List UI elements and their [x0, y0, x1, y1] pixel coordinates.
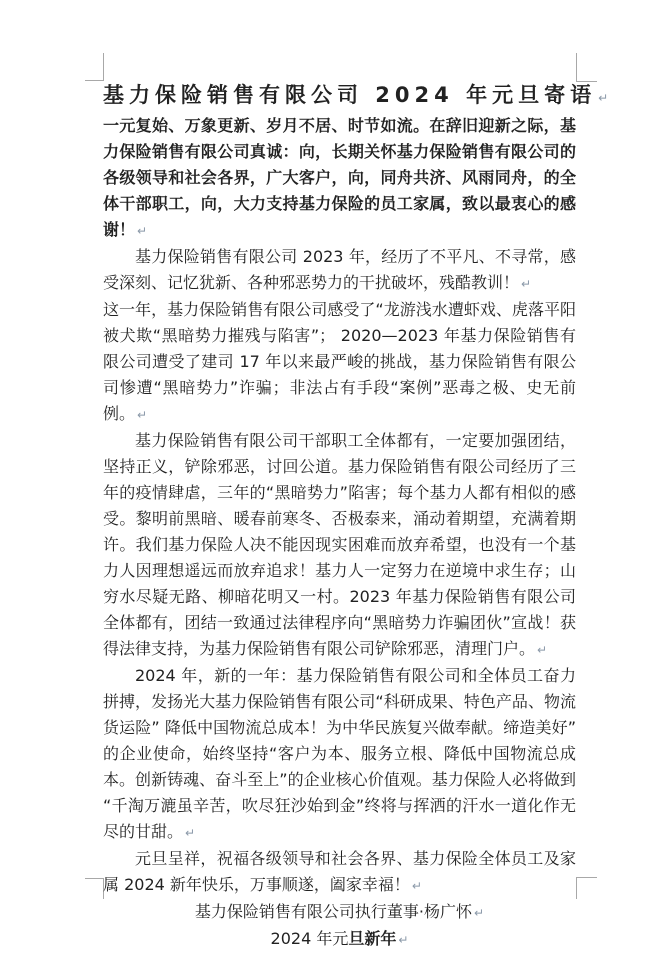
paragraph-staff-unity — [103, 428, 576, 663]
margin-crop-mark-bottom-left — [85, 878, 104, 899]
return-mark-icon: ↵ — [185, 826, 196, 840]
margin-crop-mark-bottom-right — [576, 877, 597, 899]
return-mark-icon: ↵ — [598, 91, 609, 105]
paragraph-text: 一元复始、万象更新、岁月不居、时节如流。在辞旧迎新之际，基力保险销售有限公司真诚：向，长期关怀基力保险销售有限公司的各级领导和社会各界，广大客户，向，同舟共济、风雨同舟，的全体干部职工，向，大力支持基力保险的员工家属，致以最衷心的感谢！ — [103, 116, 576, 239]
paragraph-text: 元旦呈祥，祝福各级领导和社会各界、基力保险全体员工及家属 2024 新年快乐，万事顺遂，阖家幸福！ — [103, 849, 576, 894]
return-mark-icon: ↵ — [474, 906, 485, 920]
paragraph-text: 这一年，基力保险销售有限公司感受了“龙游浅水遭虾戏、虎落平阳被犬欺“黑暗势力摧残与陷害”； 2020—2023 年基力保险销售有限公司遭受了建司 17 年以来最严峻的挑战，基力保险销售有限公司惨遭“黑暗势力”诈骗；非法占有手段“案例”恶毒之极、史无前例。 — [103, 300, 576, 423]
date-text-regular: 2024 年元 — [270, 929, 349, 948]
document-title-text: 基力保险销售有限公司 2024 年元旦寄语 — [103, 83, 597, 107]
signature-text: 基力保险销售有限公司执行董事·杨广怀 — [194, 902, 473, 921]
return-mark-icon: ↵ — [137, 408, 148, 422]
margin-crop-mark-top-left — [85, 53, 104, 81]
return-mark-icon: ↵ — [398, 933, 409, 947]
document-title — [103, 80, 609, 113]
return-mark-icon: ↵ — [537, 643, 548, 657]
return-mark-icon: ↵ — [137, 224, 148, 238]
paragraph-this-year — [103, 297, 576, 428]
document-text-area — [103, 80, 609, 953]
return-mark-icon: ↵ — [521, 277, 532, 291]
signature-line — [103, 899, 576, 926]
return-mark-icon: ↵ — [411, 879, 422, 893]
paragraph-greeting — [103, 113, 576, 244]
date-text-bold: 旦新年 — [348, 929, 397, 948]
date-line — [103, 926, 576, 953]
margin-crop-mark-top-right — [576, 53, 597, 82]
paragraph-2023-review — [103, 244, 576, 297]
paragraph-text: 基力保险销售有限公司干部职工全体都有，一定要加强团结，坚持正义，铲除邪恶，讨回公道。基力保险销售有限公司经历了三年的疫情肆虐，三年的“黑暗势力”陷害；每个基力人都有相似的感受。黎明前黑暗、暖春前寒冬、否极泰来，涌动着期望，充满着期许。我们基力保险人决不能因现实困难而放弃希望，也没有一个基力人因理想遥远而放弃追求！基力人一定努力在逆境中求生存；山穷水尽疑无路、柳暗花明又一村。2023 年基力保险销售有限公司全体都有，团结一致通过法律程序向“黑暗势力诈骗团伙”宣战！获得法律支持，为基力保险销售有限公司铲除邪恶，清理门户。 — [103, 431, 576, 658]
paragraph-text: 2024 年，新的一年：基力保险销售有限公司和全体员工奋力拼搏，发扬光大基力保险销售有限公司“科研成果、特色产品、物流货运险” 降低中国物流总成本！为中华民族复兴做奉献。缔造美好”的企业使命，始终坚持“客户为本、服务立根、降低中国物流总成本。创新铸魂、奋斗至上”的企业核心价值观。基力保险人必将做到“千淘万漉虽辛苦，吹尽狂沙始到金”终将与挥洒的汗水一道化作无尽的甘甜。 — [103, 666, 576, 841]
paragraph-blessing — [103, 846, 576, 899]
paragraph-text: 基力保险销售有限公司 2023 年，经历了不平凡、不寻常，感受深刻、记忆犹新、各种邪恶势力的干扰破坏，残酷教训！ — [103, 247, 576, 292]
paragraph-2024-outlook — [103, 663, 576, 846]
